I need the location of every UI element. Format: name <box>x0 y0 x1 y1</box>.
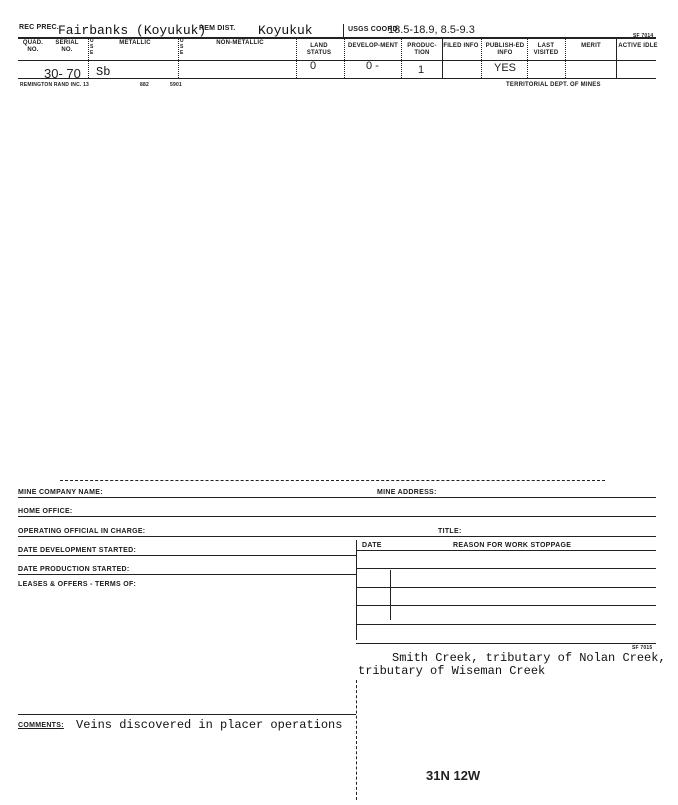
column-header-rule <box>18 60 656 61</box>
rule-official <box>18 536 656 537</box>
mine-address-label: MINE ADDRESS: <box>377 489 437 496</box>
divider-production <box>442 38 443 78</box>
usgs-coord-value: 18.5-18.9, 8.5-9.3 <box>388 24 475 36</box>
col-non-metallic: NON-METALLIC <box>216 40 264 46</box>
col-development: DEVELOP-MENT <box>347 43 399 49</box>
published-info-value: YES <box>494 62 517 74</box>
rule-reason-header <box>356 550 656 551</box>
card-top-rule <box>60 480 605 481</box>
col-production: PRODUC-TION <box>407 43 437 56</box>
printer-imprint: REMINGTON RAND INC. 13 <box>20 82 90 88</box>
header-rule <box>18 37 656 39</box>
col-published-info: PUBLISH-ED INFO <box>485 43 525 56</box>
divider-filed <box>481 38 482 78</box>
rem-dist-label: REM DIST. <box>199 25 236 32</box>
land-status-value: 0 <box>310 60 317 72</box>
comments-divider <box>356 680 357 800</box>
rule-date-prod <box>18 574 356 575</box>
form-code: SF 7014 <box>633 33 654 39</box>
rule-date-dev <box>18 555 356 556</box>
date-development-label: DATE DEVELOPMENT STARTED: <box>18 547 137 554</box>
divider-merit <box>616 38 617 78</box>
reason-column-header: REASON FOR WORK STOPPAGE <box>453 542 572 549</box>
col-merit: MERIT <box>581 43 601 49</box>
department-name: TERRITORIAL DEPT. OF MINES <box>506 82 601 88</box>
reason-table-left-edge <box>356 540 357 640</box>
rule-reason-4 <box>356 624 656 625</box>
comments-label: COMMENTS: <box>18 722 64 729</box>
rec-prec-label: REC PREC. <box>19 24 59 31</box>
rule-home-office <box>18 516 656 517</box>
rule-reason-3 <box>356 605 656 606</box>
col-use-2: U S E <box>180 38 184 56</box>
col-active-idle: ACTIVE IDLE <box>618 43 658 49</box>
divider-published <box>527 38 528 78</box>
header-divider <box>343 24 344 38</box>
handwritten-note: 31N 12W <box>426 768 481 783</box>
divider-visited <box>565 38 566 78</box>
col-filed-info: FILED INFO <box>443 43 479 49</box>
metallic-value: Sb <box>96 65 111 79</box>
col-last-visited: LAST VISITED <box>533 43 559 56</box>
location-text-line-1: Smith Creek, tributary of Nolan Creek, <box>392 651 666 665</box>
rule-reason-2 <box>356 587 656 588</box>
production-value: 1 <box>418 64 425 76</box>
data-row-rule <box>18 78 656 79</box>
divider-serial <box>88 38 89 78</box>
imprint-number-1: 882 <box>140 82 149 88</box>
leases-offers-label: LEASES & OFFERS - TERMS OF: <box>18 581 137 588</box>
quad-serial-value: 30- 70 <box>44 66 81 81</box>
col-serial: SERIAL NO. <box>55 40 79 53</box>
comments-value: Veins discovered in placer operations <box>76 718 343 732</box>
development-value: 0 - <box>366 60 379 72</box>
divider-development <box>401 38 402 78</box>
operating-official-label: OPERATING OFFICIAL IN CHARGE: <box>18 528 146 535</box>
col-land-status: LAND STATUS <box>306 43 332 56</box>
usgs-coord-label: USGS COORD. <box>348 26 400 33</box>
col-metallic: METALLIC <box>119 40 151 46</box>
divider-land <box>344 38 345 78</box>
rule-comments-top <box>18 714 356 715</box>
rule-reason-bottom <box>356 643 656 644</box>
reason-table-date-divider <box>390 570 391 620</box>
rem-dist-value: Koyukuk <box>258 23 313 38</box>
imprint-number-2: 5901 <box>170 82 182 88</box>
form-code-2: SF 7015 <box>632 645 653 651</box>
rule-company <box>18 497 656 498</box>
col-quad: QUAD. NO. <box>22 40 44 53</box>
date-column-header: DATE <box>362 542 382 549</box>
date-production-label: DATE PRODUCTION STARTED: <box>18 566 130 573</box>
divider-nonmetallic <box>296 38 297 78</box>
divider-metallic <box>178 38 179 78</box>
col-use-1: U S E <box>90 38 94 56</box>
rec-prec-value: Fairbanks (Koyukuk) <box>58 23 207 38</box>
rule-reason-1 <box>356 568 656 569</box>
mine-company-label: MINE COMPANY NAME: <box>18 489 103 496</box>
home-office-label: HOME OFFICE: <box>18 508 73 515</box>
location-text-line-2: tributary of Wiseman Creek <box>358 664 546 678</box>
title-label: TITLE: <box>438 528 462 535</box>
